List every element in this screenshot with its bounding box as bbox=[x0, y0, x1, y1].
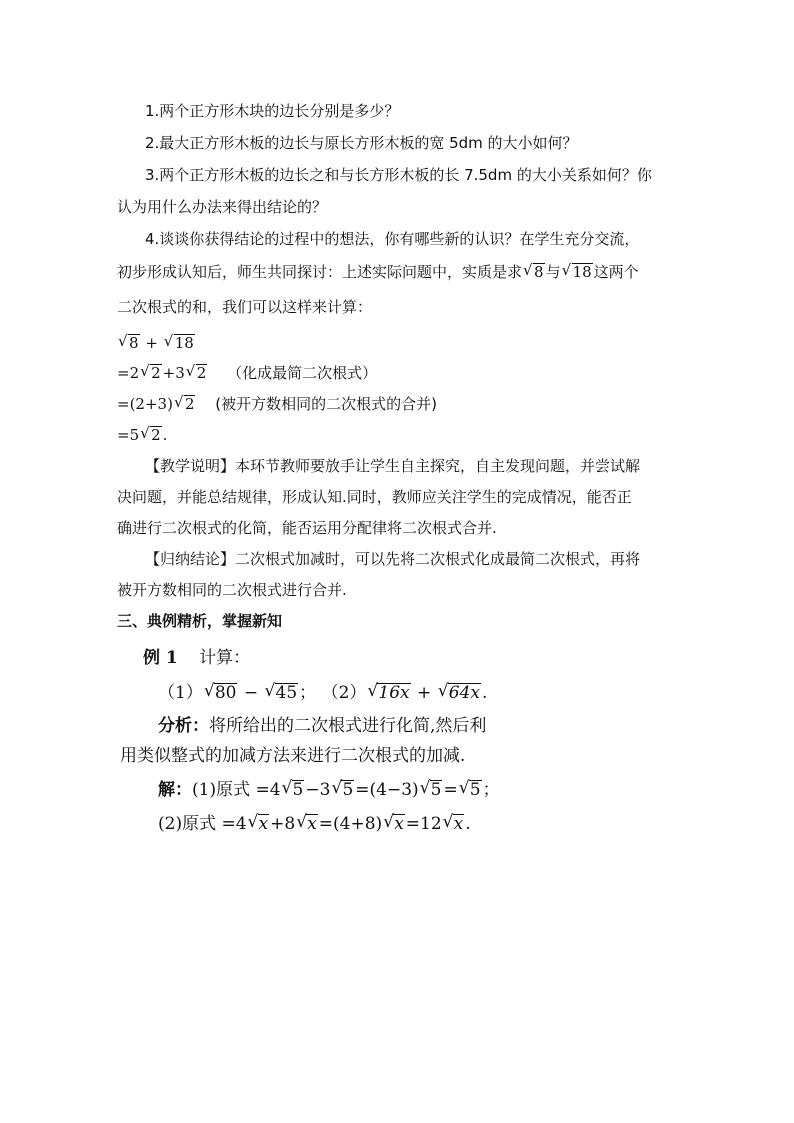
conclusion-line1: 【归纳结论】二次根式加减时，可以先将二次根式化成最简二次根式，再将 bbox=[145, 550, 641, 568]
sqrt-5: √ 5 bbox=[421, 780, 443, 800]
part-1-label: （1） bbox=[158, 683, 203, 703]
solution-term: =12 bbox=[405, 814, 442, 834]
sqrt-2: √ 2 bbox=[141, 425, 162, 445]
solution-line1 bbox=[158, 780, 500, 800]
conclusion-line2: 被开方数相同的二次根式进行合并. bbox=[117, 581, 347, 599]
sqrt-2: √ 2 bbox=[175, 394, 196, 414]
question-4-line3: 二次根式的和，我们可以这样来计算： bbox=[117, 298, 373, 316]
semicolon: ； bbox=[299, 683, 317, 703]
example-title: 计算： bbox=[199, 648, 251, 668]
solution-term: +8 bbox=[270, 814, 296, 834]
solution-term: . bbox=[465, 814, 471, 834]
sqrt-x: √ x bbox=[297, 814, 318, 834]
solution-label: 解： bbox=[158, 780, 192, 800]
sqrt-16x: √ 16x bbox=[368, 683, 410, 703]
sqrt-2: √ 2 bbox=[187, 363, 208, 383]
sqrt-2: √ 2 bbox=[141, 363, 162, 383]
calc-term: =(2+3) bbox=[117, 395, 173, 413]
and-word: 与 bbox=[545, 263, 561, 281]
solution-term: = bbox=[443, 780, 458, 800]
sqrt-8: √ 8 bbox=[524, 262, 545, 282]
calc-note: (被开方数相同的二次根式的合并) bbox=[215, 395, 437, 413]
sqrt-x: √ x bbox=[249, 814, 270, 834]
minus-sign: − bbox=[243, 683, 259, 703]
solution-term: =(4+8) bbox=[318, 814, 383, 834]
calc-line-2 bbox=[117, 363, 377, 383]
sqrt-18: √ 18 bbox=[563, 262, 593, 282]
question-1: 1.两个正方形木块的边长分别是多少？ bbox=[145, 102, 400, 120]
calc-line-3 bbox=[117, 394, 437, 414]
solution-term: ； bbox=[482, 780, 500, 800]
teaching-note-line3: 确进行二次根式的化简，能否运用分配律将二次根式合并. bbox=[117, 519, 497, 537]
sqrt-x: √ x bbox=[444, 814, 465, 834]
analysis-text: 将所给出的二次根式进行化简,然后利 bbox=[209, 716, 487, 736]
plus-sign: + bbox=[145, 334, 158, 352]
solution-term: (1)原式 =4 bbox=[192, 780, 281, 800]
question-3-line2: 认为用什么办法来得出结论的？ bbox=[117, 198, 328, 216]
solution-term: (2)原式 =4 bbox=[158, 814, 247, 834]
solution-term: −3 bbox=[305, 780, 331, 800]
question-3-line1: 3.两个正方形木板的边长之和与长方形木板的长 7.5dm 的大小关系如何？你 bbox=[145, 166, 652, 184]
sqrt-18: √ 18 bbox=[165, 333, 195, 353]
calc-note: （化成最简二次根式） bbox=[227, 364, 378, 382]
plus-sign: + bbox=[417, 683, 432, 703]
section-3-title: 三、典例精析，掌握新知 bbox=[117, 612, 283, 630]
period: . bbox=[481, 683, 488, 703]
example-1-problems bbox=[158, 683, 487, 703]
sqrt-80: √ 80 bbox=[205, 683, 238, 703]
teaching-note-line2: 决问题，并能总结规律，形成认知.同时，教师应关注学生的完成情况，能否正 bbox=[117, 488, 632, 506]
teaching-note-line1: 【教学说明】本环节教师要放手让学生自主探究，自主发现问题，并尝试解 bbox=[145, 457, 641, 475]
part-2-label: （2） bbox=[321, 683, 367, 703]
solution-line2 bbox=[158, 814, 471, 834]
sqrt-5: √ 5 bbox=[283, 780, 305, 800]
question-4-line2-post: 这两个 bbox=[593, 263, 639, 281]
question-4-line1: 4.谈谈你获得结论的过程中的想法，你有哪些新的认识？在学生充分交流， bbox=[145, 230, 640, 248]
question-4-line2 bbox=[117, 262, 639, 282]
sqrt-8: √ 8 bbox=[119, 333, 140, 353]
sqrt-64x: √ 64x bbox=[439, 683, 481, 703]
calc-term: =2 bbox=[117, 364, 140, 382]
calc-line-1 bbox=[117, 333, 196, 353]
solution-term: =(4−3) bbox=[355, 780, 419, 800]
analysis-label: 分析： bbox=[158, 716, 209, 736]
calc-term: +3 bbox=[162, 364, 185, 382]
question-2: 2.最大正方形木板的边长与原长方形木板的宽 5dm 的大小如何？ bbox=[145, 134, 578, 152]
example-1-heading bbox=[143, 648, 250, 668]
sqrt-x: √ x bbox=[384, 814, 405, 834]
calc-term: . bbox=[162, 426, 168, 444]
question-4-line2-pre: 初步形成认知后，师生共同探讨：上述实际问题中，实质是求 bbox=[117, 263, 523, 281]
analysis-line2: 用类似整式的加减方法来进行二次根式的加减. bbox=[120, 746, 466, 766]
sqrt-5: √ 5 bbox=[332, 780, 354, 800]
calc-term: =5 bbox=[117, 426, 140, 444]
sqrt-45: √ 45 bbox=[266, 683, 299, 703]
analysis-line1 bbox=[158, 716, 486, 736]
calc-line-4 bbox=[117, 425, 167, 445]
sqrt-5: √ 5 bbox=[460, 780, 482, 800]
example-label: 例 1 bbox=[143, 648, 178, 668]
